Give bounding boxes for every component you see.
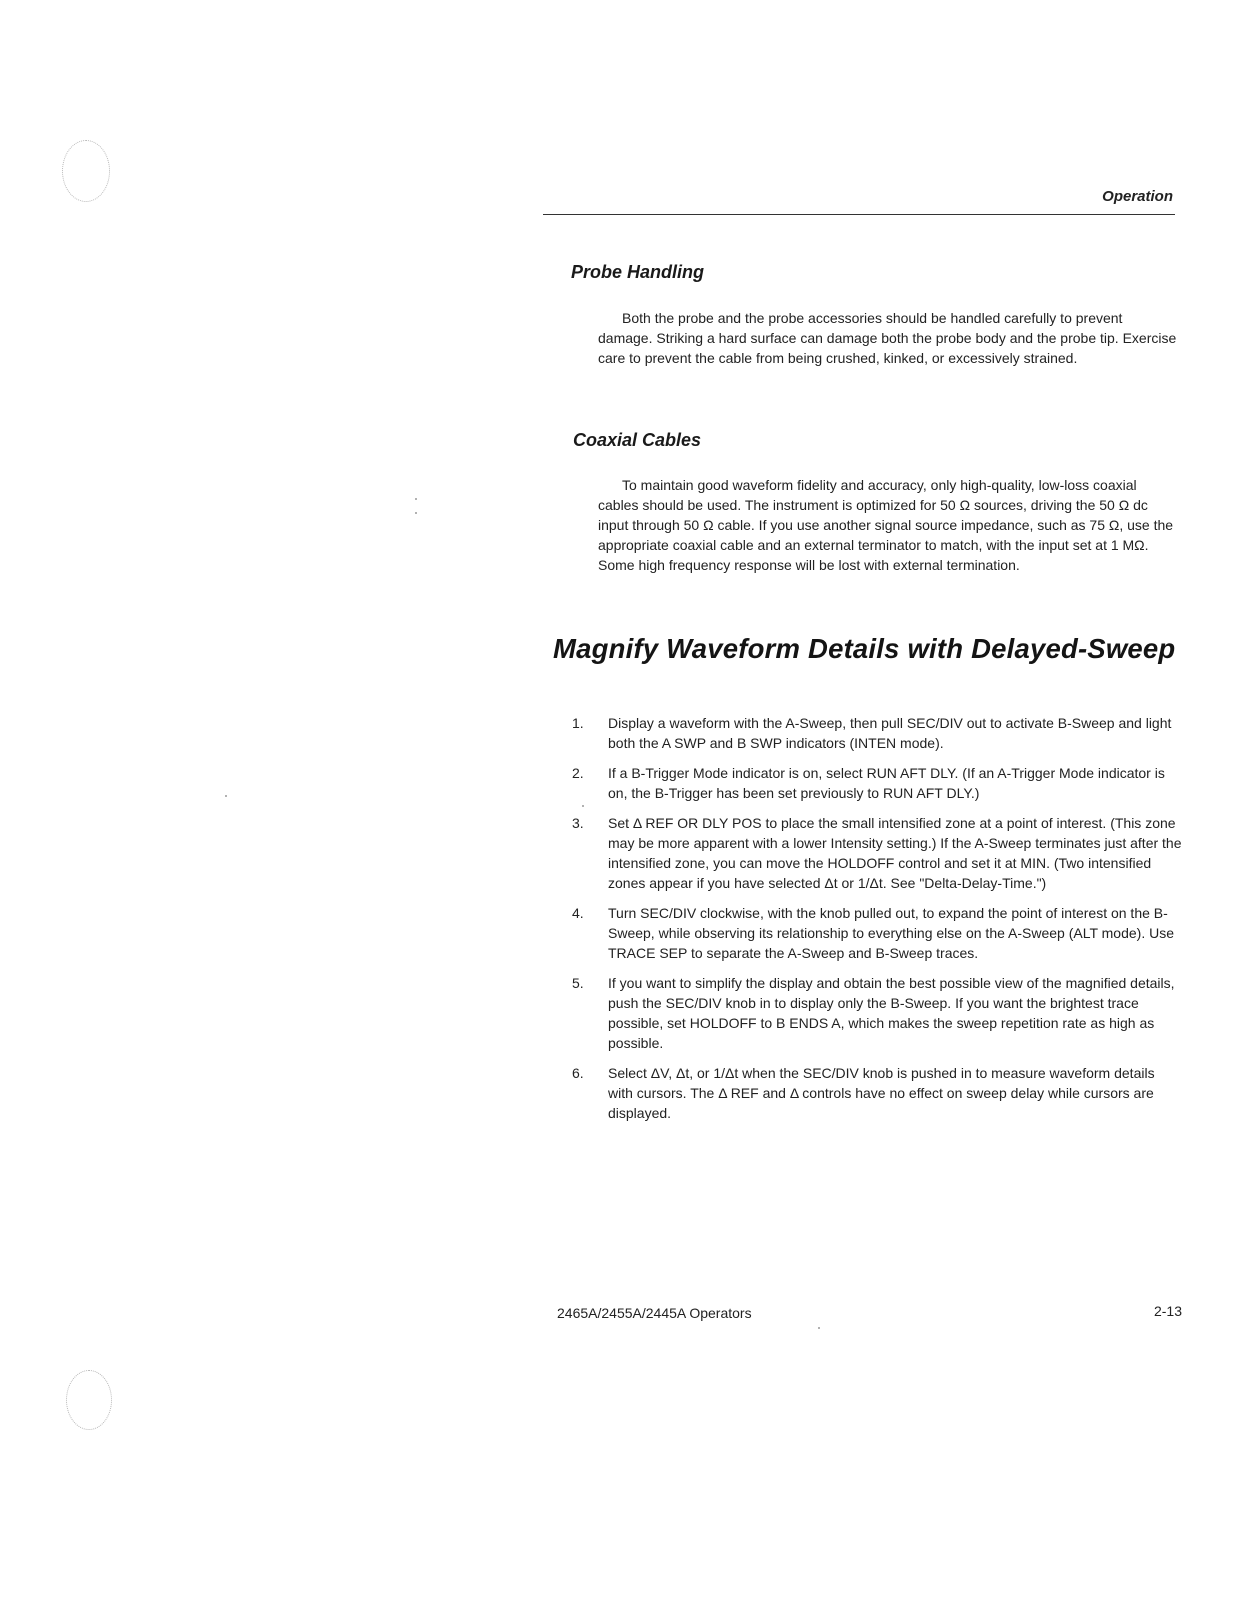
footer-page-number: 2-13 (1153, 1303, 1182, 1319)
section-title: Magnify Waveform Details with Delayed-Sweep (553, 633, 1176, 664)
step-text: Set Δ REF OR DLY POS to place the small intensified zone at a point of interest. (This zone may be more apparent with a lower Intensity setting.) If the A-Sweep terminates just after the intensified zone, you can move the HOLDOFF control and set it at MIN. (Two intensified zones appear if you have selected Δt or 1/Δt. See "Delta-Delay-Time.") (608, 815, 1182, 891)
step-number: 4. (572, 905, 584, 921)
coaxial-cables-paragraph: To maintain good waveform fidelity and accuracy, only high-quality, low-loss coaxial cables should be used. The instrument is optimized for 50 Ω sources, driving the 50 Ω dc input through 50 Ω cable. If you use another signal source impedance, such as 75 Ω, use the appropriate coaxial cable and an external terminator to match, with the input set at 1 MΩ. Some high frequency response will be lost with external termination. (598, 477, 1174, 573)
footer-manual-title: 2465A/2455A/2445A Operators (557, 1305, 752, 1321)
header-rule (543, 214, 1175, 215)
step-number: 5. (572, 975, 584, 991)
scan-artifact-bottom (66, 1370, 112, 1430)
step-item (572, 713, 1182, 753)
scan-speck (415, 498, 417, 500)
step-item (572, 903, 1182, 963)
probe-handling-heading: Probe Handling (571, 262, 705, 282)
coaxial-cables-heading: Coaxial Cables (573, 430, 702, 450)
scan-artifact-top (62, 140, 110, 202)
step-text: If you want to simplify the display and obtain the best possible view of the magnified details, push the SEC/DIV knob in to display only the B-Sweep. If you want the brightest trace possible, set HOLDOFF to B ENDS A, which makes the sweep repetition rate as high as possible. (608, 975, 1175, 1051)
step-item (572, 813, 1182, 893)
probe-handling-paragraph: Both the probe and the probe accessories should be handled carefully to prevent damage. Striking a hard surface can damage both the probe body and the probe tip. Exercise care to prevent the cable from being crushed, kinked, or excessively strained. (598, 310, 1177, 366)
step-item (572, 1063, 1182, 1123)
scan-speck (415, 512, 417, 514)
steps-list (572, 713, 1182, 1133)
running-header: Operation (1102, 188, 1173, 205)
step-text: Display a waveform with the A-Sweep, then pull SEC/DIV out to activate B-Sweep and light both the A SWP and B SWP indicators (INTEN mode). (608, 715, 1172, 751)
step-item (572, 973, 1182, 1053)
step-text: Turn SEC/DIV clockwise, with the knob pulled out, to expand the point of interest on the B-Sweep, while observing its relationship to everything else on the A-Sweep (ALT mode). Use TRACE SEP to separate the A-Sweep and B-Sweep traces. (608, 905, 1175, 961)
step-number: 2. (572, 765, 584, 781)
scan-speck (225, 795, 227, 797)
step-number: 6. (572, 1065, 584, 1081)
step-number: 3. (572, 815, 584, 831)
step-text: Select ΔV, Δt, or 1/Δt when the SEC/DIV knob is pushed in to measure waveform details with cursors. The Δ REF and Δ controls have no effect on sweep delay while cursors are displayed. (608, 1065, 1155, 1121)
step-text: If a B-Trigger Mode indicator is on, select RUN AFT DLY. (If an A-Trigger Mode indicator is on, the B-Trigger has been set previously to RUN AFT DLY.) (608, 765, 1165, 801)
step-number: 1. (572, 715, 584, 731)
scan-speck (818, 1327, 820, 1329)
step-item (572, 763, 1182, 803)
